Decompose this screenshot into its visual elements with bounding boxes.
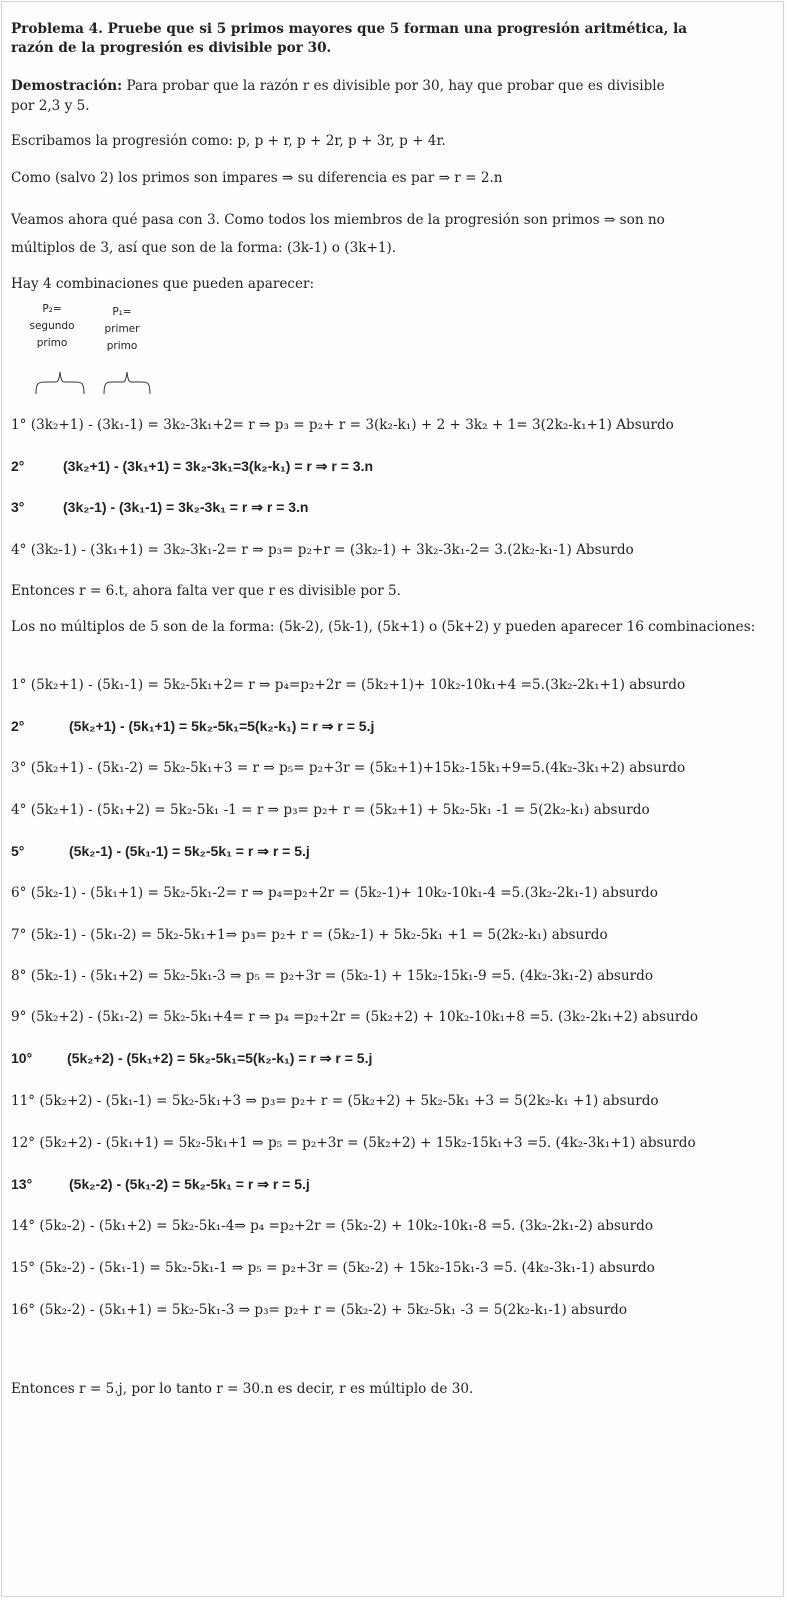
- proof-intro-text: Para probar que la razón r es divisible por 30, hay que probar que es divisible: [122, 78, 665, 94]
- case-text: (5k₂-2) - (5k₁-2) = 5k₂-5k₁ = r ⇒ r = 5.j: [69, 1176, 310, 1192]
- mod5-case-13: [11, 1174, 776, 1194]
- annotation-p1-line3: primo: [106, 340, 138, 352]
- annotation-p1: [96, 304, 148, 355]
- problem-statement-line1: Problema 4. Pruebe que si 5 primos mayores que 5 forman una progresión aritmética, la: [11, 21, 688, 37]
- case-text: (5k₂+2) - (5k₁+2) = 5k₂-5k₁=5(k₂-k₁) = r ⇒ r = 5.j: [67, 1050, 373, 1066]
- mod5-case-5: [11, 841, 776, 861]
- mod5-case-11: 11° (5k₂+2) - (5k₁-1) = 5k₂-5k₁+3 ⇒ p₃= p₂+ r = (5k₂+2) + 5k₂-5k₁ +3 = 5(2k₂-k₁ +1) absurdo: [11, 1093, 659, 1109]
- mod5-case-8: 8° (5k₂-1) - (5k₁+2) = 5k₂-5k₁-3 ⇒ p₅ = p₂+3r = (5k₂-1) + 15k₂-15k₁-9 =5. (4k₂-3k₁-2) absurdo: [11, 968, 654, 984]
- mod5-case-4: 4° (5k₂+1) - (5k₁+2) = 5k₂-5k₁ -1 = r ⇒ p₃= p₂+ r = (5k₂+1) + 5k₂-5k₁ -1 = 5(2k₂-k₁) absurdo: [11, 802, 650, 818]
- case-number: 3°: [11, 499, 25, 515]
- brace-p1: [102, 368, 152, 396]
- mod5-case-9: 9° (5k₂+2) - (5k₁-2) = 5k₂-5k₁+4= r ⇒ p₄ =p₂+2r = (5k₂+2) + 10k₂-10k₁+8 =5. (3k₂-2k₁+2) absurdo: [11, 1009, 699, 1025]
- mod5-case-10: [11, 1048, 776, 1068]
- progression-definition: Escribamos la progresión como: p, p + r, p + 2r, p + 3r, p + 4r.: [11, 133, 446, 149]
- conclusion: Entonces r = 5.j, por lo tanto r = 30.n es decir, r es múltiplo de 30.: [11, 1381, 474, 1397]
- proof-intro-line1: [11, 76, 776, 96]
- case-number: 2°: [11, 718, 25, 734]
- annotation-p2: [24, 301, 80, 352]
- annotation-p2-line1: P₂=: [42, 303, 62, 315]
- parity-argument: Como (salvo 2) los primos son impares ⇒ su diferencia es par ⇒ r = 2.n: [11, 170, 503, 186]
- mod5-case-6: 6° (5k₂-1) - (5k₁+1) = 5k₂-5k₁-2= r ⇒ p₄=p₂+2r = (5k₂-1)+ 10k₂-10k₁-4 =5.(3k₂-2k₁-1) absurdo: [11, 885, 658, 901]
- annotation-p2-line3: primo: [36, 337, 68, 349]
- mod5-case-2: [11, 716, 776, 736]
- proof-label: Demostración:: [11, 78, 123, 94]
- problem-statement-line2: razón de la progresión es divisible por 30.: [11, 40, 332, 56]
- annotation-p1-line2: primer: [104, 323, 140, 335]
- annotation-p2-line2: segundo: [29, 320, 75, 332]
- case-text: (5k₂-1) - (5k₁-1) = 5k₂-5k₁ = r ⇒ r = 5.j: [69, 843, 310, 859]
- mod3-case-1: 1° (3k₂+1) - (3k₁-1) = 3k₂-3k₁+2= r ⇒ p₃ = p₂+ r = 3(k₂-k₁) + 2 + 3k₂ + 1= 3(2k₂-k₁+1) Absurdo: [11, 417, 674, 433]
- case-text: (3k₂+1) - (3k₁+1) = 3k₂-3k₁=3(k₂-k₁) = r ⇒ r = 3.n: [63, 458, 374, 474]
- proof-intro-line2: por 2,3 y 5.: [11, 98, 90, 114]
- four-combinations-text: Hay 4 combinaciones que pueden aparecer:: [11, 276, 315, 292]
- mod5-case-16: 16° (5k₂-2) - (5k₁+1) = 5k₂-5k₁-3 ⇒ p₃= p₂+ r = (5k₂-2) + 5k₂-5k₁ -3 = 5(2k₂-k₁-1) absurdo: [11, 1302, 628, 1318]
- case-number: 13°: [11, 1176, 33, 1192]
- mod5-case-7: 7° (5k₂-1) - (5k₁-2) = 5k₂-5k₁+1⇒ p₃= p₂+ r = (5k₂-1) + 5k₂-5k₁ +1 = 5(2k₂-k₁) absurdo: [11, 927, 608, 943]
- case-text: (3k₂-1) - (3k₁-1) = 3k₂-3k₁ = r ⇒ r = 3.n: [63, 499, 309, 515]
- mod3-intro-line2: múltiplos de 3, así que son de la forma: (3k-1) o (3k+1).: [11, 240, 397, 256]
- mod3-case-3: [11, 497, 776, 517]
- mod5-case-12: 12° (5k₂+2) - (5k₁+1) = 5k₂-5k₁+1 ⇒ p₅ = p₂+3r = (5k₂+2) + 15k₂-15k₁+3 =5. (4k₂-3k₁+1) absurdo: [11, 1135, 696, 1151]
- mod5-case-15: 15° (5k₂-2) - (5k₁-1) = 5k₂-5k₁-1 ⇒ p₅ = p₂+3r = (5k₂-2) + 15k₂-15k₁-3 =5. (4k₂-3k₁-1) absurdo: [11, 1260, 655, 1276]
- mod5-case-14: 14° (5k₂-2) - (5k₁+2) = 5k₂-5k₁-4⇒ p₄ =p₂+2r = (5k₂-2) + 10k₂-10k₁-8 =5. (3k₂-2k₁-2) absurdo: [11, 1218, 654, 1234]
- mod5-case-3: 3° (5k₂+1) - (5k₁-2) = 5k₂-5k₁+3 = r ⇒ p₅= p₂+3r = (5k₂+1)+15k₂-15k₁+9=5.(4k₂-3k₁+2) absurdo: [11, 760, 686, 776]
- mod3-intro-line1: Veamos ahora qué pasa con 3. Como todos los miembros de la progresión son primos ⇒ son no: [11, 212, 665, 228]
- case-number: 5°: [11, 843, 25, 859]
- mod3-case-4: 4° (3k₂-1) - (3k₁+1) = 3k₂-3k₁-2= r ⇒ p₃= p₂+r = (3k₂-1) + 3k₂-3k₁-2= 3.(2k₂-k₁-1) Absurdo: [11, 542, 634, 558]
- brace-p2: [34, 368, 86, 396]
- annotation-p1-line1: P₁=: [112, 306, 132, 318]
- mod5-intro: Los no múltiplos de 5 son de la forma: (5k-2), (5k-1), (5k+1) o (5k+2) y pueden aparecer 16 combinaciones:: [11, 619, 756, 635]
- case-number: 2°: [11, 458, 25, 474]
- mod5-case-1: 1° (5k₂+1) - (5k₁-1) = 5k₂-5k₁+2= r ⇒ p₄=p₂+2r = (5k₂+1)+ 10k₂-10k₁+4 =5.(3k₂-2k₁+1) absurdo: [11, 677, 686, 693]
- case-text: (5k₂+1) - (5k₁+1) = 5k₂-5k₁=5(k₂-k₁) = r ⇒ r = 5.j: [69, 718, 375, 734]
- mod3-case-2: [11, 456, 776, 476]
- transition-text: Entonces r = 6.t, ahora falta ver que r es divisible por 5.: [11, 583, 401, 599]
- case-number: 10°: [11, 1050, 33, 1066]
